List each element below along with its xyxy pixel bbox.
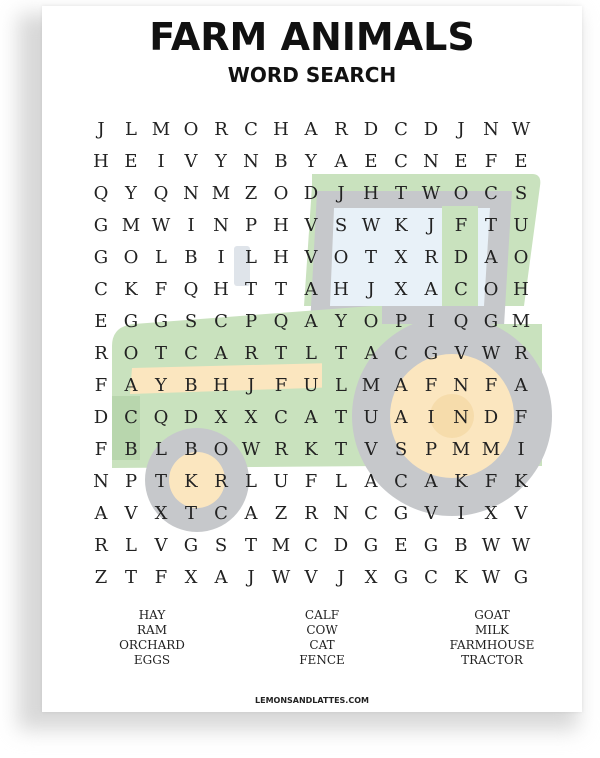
grid-letter: C xyxy=(244,119,258,140)
worksheet-page xyxy=(42,6,582,712)
grid-letter: M xyxy=(151,119,171,140)
search-word: CAT xyxy=(309,638,335,652)
grid-letter: G xyxy=(393,567,409,588)
grid-letter: O xyxy=(363,311,379,332)
grid-letter: V xyxy=(184,151,198,172)
grid-letter: N xyxy=(483,119,499,140)
grid-letter: U xyxy=(363,407,379,428)
grid-letter: D xyxy=(363,119,379,140)
grid-letter: G xyxy=(513,567,529,588)
grid-letter: C xyxy=(394,471,408,492)
grid-letter: R xyxy=(94,343,108,364)
search-word: CALF xyxy=(304,608,340,622)
grid-letter: F xyxy=(454,215,468,236)
grid-letter: R xyxy=(94,535,108,556)
grid-row xyxy=(86,402,536,434)
grid-letter: B xyxy=(274,151,288,172)
grid-letter: T xyxy=(334,407,347,428)
grid-letter: W xyxy=(421,183,441,204)
search-word: RAM xyxy=(137,623,167,637)
grid-letter: E xyxy=(124,151,138,172)
grid-letter: R xyxy=(214,119,228,140)
grid-letter: R xyxy=(274,439,288,460)
grid-letter: A xyxy=(94,503,108,524)
grid-letter: C xyxy=(454,279,468,300)
grid-letter: T xyxy=(274,343,287,364)
grid-letter: P xyxy=(244,311,258,332)
grid-letter: X xyxy=(184,567,198,588)
grid-letter: G xyxy=(123,311,139,332)
grid-letter: F xyxy=(274,375,288,396)
grid-letter: K xyxy=(304,439,318,460)
grid-letter: L xyxy=(245,471,257,492)
grid-letter: T xyxy=(364,247,377,268)
grid-letter: F xyxy=(484,151,498,172)
grid-letter: F xyxy=(484,471,498,492)
grid-letter: T xyxy=(244,279,257,300)
grid-letter: T xyxy=(124,567,137,588)
grid-letter: Y xyxy=(305,151,317,172)
grid-letter: L xyxy=(305,343,317,364)
grid-letter: Q xyxy=(273,311,289,332)
grid-letter: N xyxy=(183,183,199,204)
grid-letter: M xyxy=(481,439,501,460)
grid-row xyxy=(86,338,536,370)
grid-letter: V xyxy=(304,247,318,268)
grid-letter: N xyxy=(453,407,469,428)
letter-grid xyxy=(86,114,536,594)
grid-letter: I xyxy=(427,407,435,428)
grid-letter: A xyxy=(304,119,318,140)
grid-letter: F xyxy=(94,439,108,460)
grid-letter: S xyxy=(514,183,528,204)
grid-letter: E xyxy=(394,535,408,556)
grid-letter: A xyxy=(394,407,408,428)
grid-letter: E xyxy=(364,151,378,172)
grid-letter: E xyxy=(94,311,108,332)
grid-letter: O xyxy=(453,183,469,204)
grid-letter: A xyxy=(514,375,528,396)
grid-letter: X xyxy=(394,279,408,300)
grid-letter: A xyxy=(394,375,408,396)
search-word: HAY xyxy=(138,608,166,622)
grid-letter: A xyxy=(124,375,138,396)
grid-letter: G xyxy=(153,311,169,332)
grid-letter: W xyxy=(481,535,501,556)
grid-letter: R xyxy=(214,471,228,492)
grid-letter: M xyxy=(451,439,471,460)
grid-letter: C xyxy=(394,343,408,364)
grid-letter: C xyxy=(214,503,228,524)
grid-letter: J xyxy=(247,567,255,588)
grid-letter: R xyxy=(424,247,438,268)
grid-row xyxy=(86,530,536,562)
search-word: EGGS xyxy=(133,653,171,667)
grid-letter: E xyxy=(514,151,528,172)
search-word: GOAT xyxy=(474,608,510,622)
grid-row xyxy=(86,562,536,594)
grid-letter: M xyxy=(121,215,141,236)
grid-letter: O xyxy=(123,247,139,268)
grid-letter: A xyxy=(334,151,348,172)
grid-letter: K xyxy=(454,567,468,588)
grid-row xyxy=(86,242,536,274)
grid-letter: E xyxy=(454,151,468,172)
grid-letter: J xyxy=(247,375,255,396)
grid-letter: A xyxy=(364,471,378,492)
grid-letter: Q xyxy=(93,183,109,204)
grid-letter: R xyxy=(334,119,348,140)
site-footer: LEMONSANDLATTES.COM xyxy=(255,696,369,705)
grid-letter: M xyxy=(211,183,231,204)
grid-letter: J xyxy=(367,279,375,300)
grid-letter: J xyxy=(97,119,105,140)
grid-letter: I xyxy=(427,311,435,332)
grid-letter: W xyxy=(481,567,501,588)
grid-letter: V xyxy=(454,343,468,364)
word-list xyxy=(42,608,582,668)
grid-letter: A xyxy=(424,471,438,492)
grid-letter: X xyxy=(364,567,378,588)
grid-letter: V xyxy=(304,215,318,236)
grid-letter: W xyxy=(271,567,291,588)
grid-letter: Q xyxy=(183,279,199,300)
grid-letter: M xyxy=(511,311,531,332)
grid-letter: L xyxy=(125,119,137,140)
grid-letter: T xyxy=(154,343,167,364)
grid-letter: N xyxy=(243,151,259,172)
grid-letter: R xyxy=(304,503,318,524)
grid-letter: G xyxy=(483,311,499,332)
grid-letter: B xyxy=(454,535,468,556)
grid-letter: K xyxy=(124,279,138,300)
search-word: FARMHOUSE xyxy=(449,638,535,652)
grid-letter: C xyxy=(394,151,408,172)
grid-letter: T xyxy=(484,215,497,236)
grid-letter: G xyxy=(423,535,439,556)
grid-row xyxy=(86,114,536,146)
page-title: FARM ANIMALS xyxy=(149,15,475,59)
grid-letter: F xyxy=(424,375,438,396)
grid-letter: C xyxy=(184,343,198,364)
grid-letter: L xyxy=(125,535,137,556)
grid-letter: T xyxy=(184,503,197,524)
grid-letter: W xyxy=(511,535,531,556)
grid-letter: V xyxy=(154,535,168,556)
grid-row xyxy=(86,274,536,306)
grid-letter: L xyxy=(245,247,257,268)
grid-letter: W xyxy=(511,119,531,140)
grid-letter: K xyxy=(184,471,198,492)
grid-letter: Y xyxy=(215,151,227,172)
grid-row xyxy=(86,498,536,530)
grid-letter: C xyxy=(124,407,138,428)
grid-letter: G xyxy=(183,535,199,556)
grid-letter: H xyxy=(213,375,229,396)
grid-letter: X xyxy=(154,503,168,524)
grid-letter: F xyxy=(154,279,168,300)
grid-letter: O xyxy=(123,343,139,364)
grid-row xyxy=(86,178,536,210)
grid-letter: D xyxy=(303,183,319,204)
grid-letter: C xyxy=(364,503,378,524)
grid-letter: Q xyxy=(153,407,169,428)
page-subtitle: WORD SEARCH xyxy=(227,63,397,87)
grid-letter: C xyxy=(484,183,498,204)
grid-letter: G xyxy=(423,343,439,364)
grid-letter: W xyxy=(151,215,171,236)
grid-letter: D xyxy=(453,247,469,268)
grid-letter: C xyxy=(424,567,438,588)
grid-letter: B xyxy=(124,439,138,460)
grid-letter: O xyxy=(333,247,349,268)
grid-letter: J xyxy=(427,215,435,236)
grid-letter: S xyxy=(214,535,228,556)
grid-letter: D xyxy=(93,407,109,428)
grid-letter: K xyxy=(514,471,528,492)
grid-letter: G xyxy=(363,535,379,556)
grid-letter: X xyxy=(214,407,228,428)
grid-letter: V xyxy=(424,503,438,524)
grid-letter: F xyxy=(154,567,168,588)
grid-letter: F xyxy=(484,375,498,396)
grid-letter: D xyxy=(333,535,349,556)
grid-letter: A xyxy=(214,567,228,588)
grid-letter: S xyxy=(394,439,408,460)
grid-letter: H xyxy=(513,279,529,300)
grid-letter: T xyxy=(274,279,287,300)
word-column xyxy=(222,608,402,668)
grid-letter: G xyxy=(393,503,409,524)
grid-letter: J xyxy=(337,183,345,204)
grid-row xyxy=(86,306,536,338)
grid-letter: U xyxy=(303,375,319,396)
grid-letter: X xyxy=(244,407,258,428)
grid-letter: A xyxy=(244,503,258,524)
grid-letter: N xyxy=(93,471,109,492)
grid-letter: B xyxy=(184,375,198,396)
grid-letter: H xyxy=(93,151,109,172)
grid-letter: G xyxy=(93,215,109,236)
grid-letter: H xyxy=(333,279,349,300)
grid-letter: O xyxy=(183,119,199,140)
grid-letter: O xyxy=(273,183,289,204)
grid-letter: X xyxy=(484,503,498,524)
word-column xyxy=(402,608,582,668)
grid-letter: P xyxy=(424,439,438,460)
grid-letter: V xyxy=(364,439,378,460)
grid-letter: A xyxy=(364,343,378,364)
grid-letter: M xyxy=(361,375,381,396)
grid-letter: F xyxy=(94,375,108,396)
grid-letter: V xyxy=(514,503,528,524)
grid-letter: D xyxy=(483,407,499,428)
grid-letter: A xyxy=(304,279,318,300)
grid-letter: B xyxy=(184,439,198,460)
grid-letter: H xyxy=(273,247,289,268)
search-word: FENCE xyxy=(299,653,345,667)
grid-letter: X xyxy=(394,247,408,268)
grid-letter: I xyxy=(217,247,225,268)
grid-letter: L xyxy=(155,439,167,460)
grid-letter: Q xyxy=(153,183,169,204)
grid-letter: Q xyxy=(453,311,469,332)
grid-letter: A xyxy=(214,343,228,364)
grid-letter: H xyxy=(363,183,379,204)
grid-letter: I xyxy=(157,151,165,172)
grid-letter: I xyxy=(187,215,195,236)
grid-letter: H xyxy=(273,119,289,140)
word-column xyxy=(42,608,222,668)
grid-letter: W xyxy=(481,343,501,364)
grid-letter: F xyxy=(304,471,318,492)
search-word: ORCHARD xyxy=(119,638,185,652)
grid-row xyxy=(86,210,536,242)
grid-letter: V xyxy=(124,503,138,524)
grid-letter: L xyxy=(335,471,347,492)
grid-letter: L xyxy=(155,247,167,268)
grid-letter: Z xyxy=(274,503,288,524)
grid-letter: H xyxy=(213,279,229,300)
grid-letter: N xyxy=(213,215,229,236)
grid-letter: A xyxy=(304,407,318,428)
grid-letter: N xyxy=(423,151,439,172)
grid-letter: O xyxy=(513,247,529,268)
grid-letter: K xyxy=(394,215,408,236)
grid-letter: S xyxy=(184,311,198,332)
grid-letter: D xyxy=(183,407,199,428)
grid-letter: P xyxy=(394,311,408,332)
grid-letter: C xyxy=(304,535,318,556)
grid-letter: N xyxy=(333,503,349,524)
grid-letter: O xyxy=(213,439,229,460)
grid-letter: L xyxy=(335,375,347,396)
grid-letter: F xyxy=(514,407,528,428)
grid-letter: T xyxy=(154,471,167,492)
grid-letter: K xyxy=(454,471,468,492)
grid-letter: R xyxy=(514,343,528,364)
grid-letter: U xyxy=(273,471,289,492)
grid-letter: M xyxy=(271,535,291,556)
grid-letter: U xyxy=(513,215,529,236)
grid-letter: Z xyxy=(244,183,258,204)
grid-letter: T xyxy=(334,343,347,364)
grid-letter: N xyxy=(453,375,469,396)
grid-letter: A xyxy=(304,311,318,332)
grid-letter: W xyxy=(241,439,261,460)
grid-letter: I xyxy=(457,503,465,524)
grid-letter: Y xyxy=(335,311,347,332)
grid-letter: T xyxy=(244,535,257,556)
grid-letter: Y xyxy=(155,375,167,396)
grid-letter: R xyxy=(244,343,258,364)
grid-letter: C xyxy=(214,311,228,332)
grid-letter: Z xyxy=(94,567,108,588)
grid-letter: D xyxy=(423,119,439,140)
grid-letter: Y xyxy=(125,183,137,204)
grid-letter: O xyxy=(483,279,499,300)
grid-letter: J xyxy=(337,567,345,588)
grid-letter: P xyxy=(244,215,258,236)
search-word: MILK xyxy=(475,623,509,637)
grid-letter: A xyxy=(424,279,438,300)
grid-letter: W xyxy=(361,215,381,236)
grid-letter: B xyxy=(184,247,198,268)
grid-letter: V xyxy=(304,567,318,588)
grid-letter: J xyxy=(457,119,465,140)
grid-letter: T xyxy=(334,439,347,460)
grid-letter: A xyxy=(484,247,498,268)
search-word: COW xyxy=(306,623,338,637)
grid-letter: I xyxy=(517,439,525,460)
grid-row xyxy=(86,466,536,498)
grid-letter: T xyxy=(394,183,407,204)
grid-row xyxy=(86,370,536,402)
grid-letter: C xyxy=(274,407,288,428)
grid-letter: H xyxy=(273,215,289,236)
search-word: TRACTOR xyxy=(461,653,523,667)
grid-letter: C xyxy=(394,119,408,140)
grid-row xyxy=(86,146,536,178)
grid-letter: C xyxy=(94,279,108,300)
grid-letter: G xyxy=(93,247,109,268)
grid-row xyxy=(86,434,536,466)
grid-letter: S xyxy=(334,215,348,236)
grid-letter: P xyxy=(124,471,138,492)
